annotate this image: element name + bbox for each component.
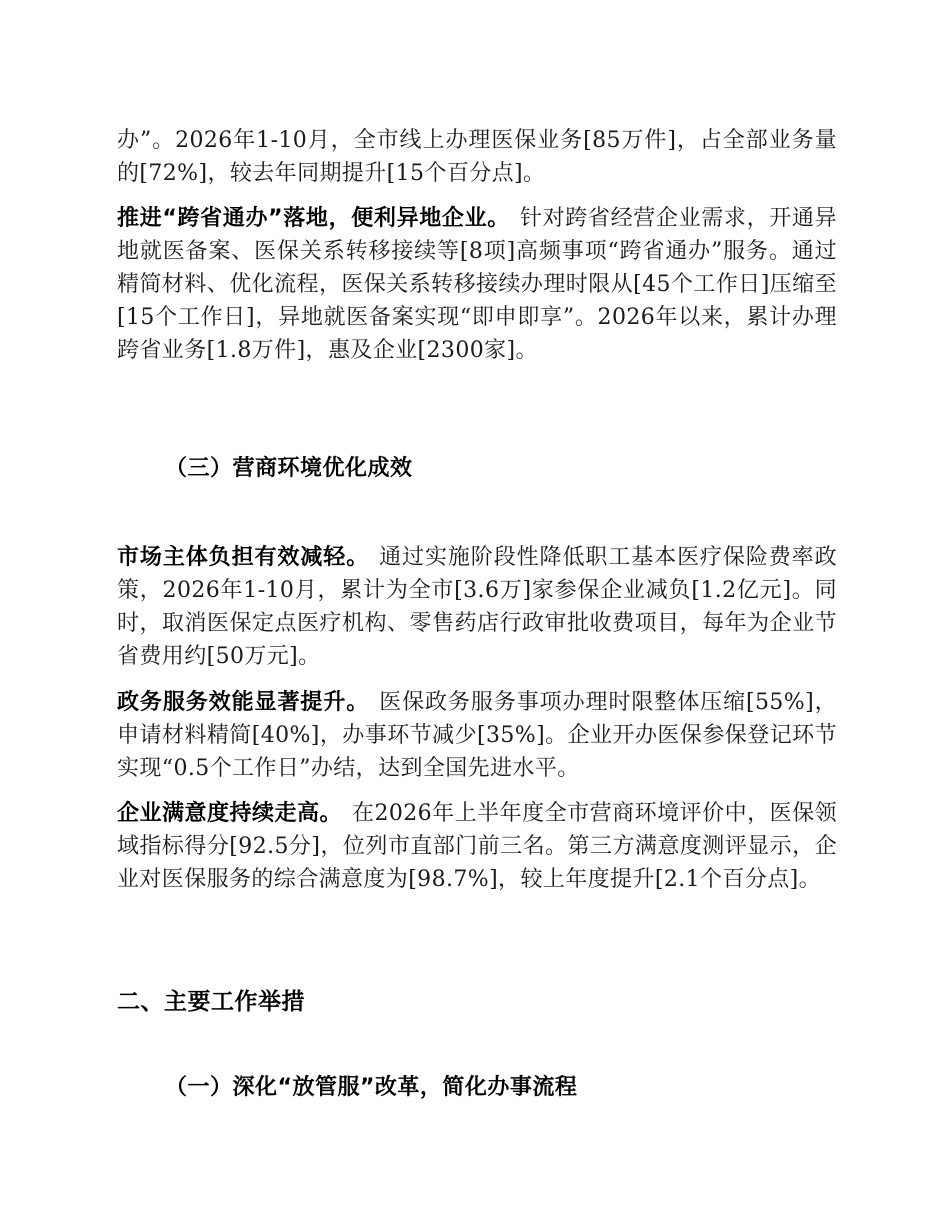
paragraph-text: 针对跨省经营企业需求，开通异地就医备案、医保关系转移接续等[8项]高频事项“跨省通办”服务。通过精简材料、优化流程，医保关系转移接续办理时限从[45个工作日]压缩至[15个工作日]，异地就医备案实现“即申即享”。2026年以来，累计办理跨省业务[1.8万件]，惠及企业[2300家]。 xyxy=(117,206,837,363)
paragraph-cross-province xyxy=(117,202,837,367)
paragraph-service-efficiency xyxy=(117,686,837,785)
paragraph-lead: 推进“跨省通办”落地，便利异地企业。 xyxy=(117,206,510,231)
paragraph-text: 在2026年上半年度全市营商环境评价中，医保领域指标得分[92.5分]，位列市直部门前三名。第三方满意度测评显示，企业对医保服务的综合满意度为[98.7%]，较上年度提升[2.1个百分点]。 xyxy=(117,801,837,892)
section-heading-main-measures: 二、主要工作举措 xyxy=(117,989,305,1015)
paragraph-lead: 市场主体负担有效减轻。 xyxy=(117,545,370,570)
paragraph-text: 办”。2026年1-10月，全市线上办理医保业务[85万件]，占全部业务量的[72%]，较去年同期提升[15个百分点]。 xyxy=(117,128,837,186)
paragraph-text: 通过实施阶段性降低职工基本医疗保险费率政策，2026年1-10月，累计为全市[3.6万]家参保企业减负[1.2亿元]。同时，取消医保定点医疗机构、零售药店行政审批收费项目，每年为企业节省费用约[50万元]。 xyxy=(117,545,837,669)
paragraph-lead: 企业满意度持续走高。 xyxy=(117,801,342,826)
paragraph-online-services xyxy=(117,124,837,190)
paragraph-satisfaction xyxy=(117,797,837,896)
paragraph-lead: 政务服务效能显著提升。 xyxy=(117,690,370,715)
paragraph-text: 医保政务服务事项办理时限整体压缩[55%]，申请材料精简[40%]，办事环节减少[35%]。企业开办医保参保登记环节实现“0.5个工作日”办结，达到全国先进水平。 xyxy=(117,690,837,781)
paragraph-burden-reduction xyxy=(117,541,837,673)
section-heading-business-environment: （三）营商环境优化成效 xyxy=(165,456,413,481)
subsection-heading-reform: （一）深化“放管服”改革，简化办事流程 xyxy=(165,1075,578,1100)
